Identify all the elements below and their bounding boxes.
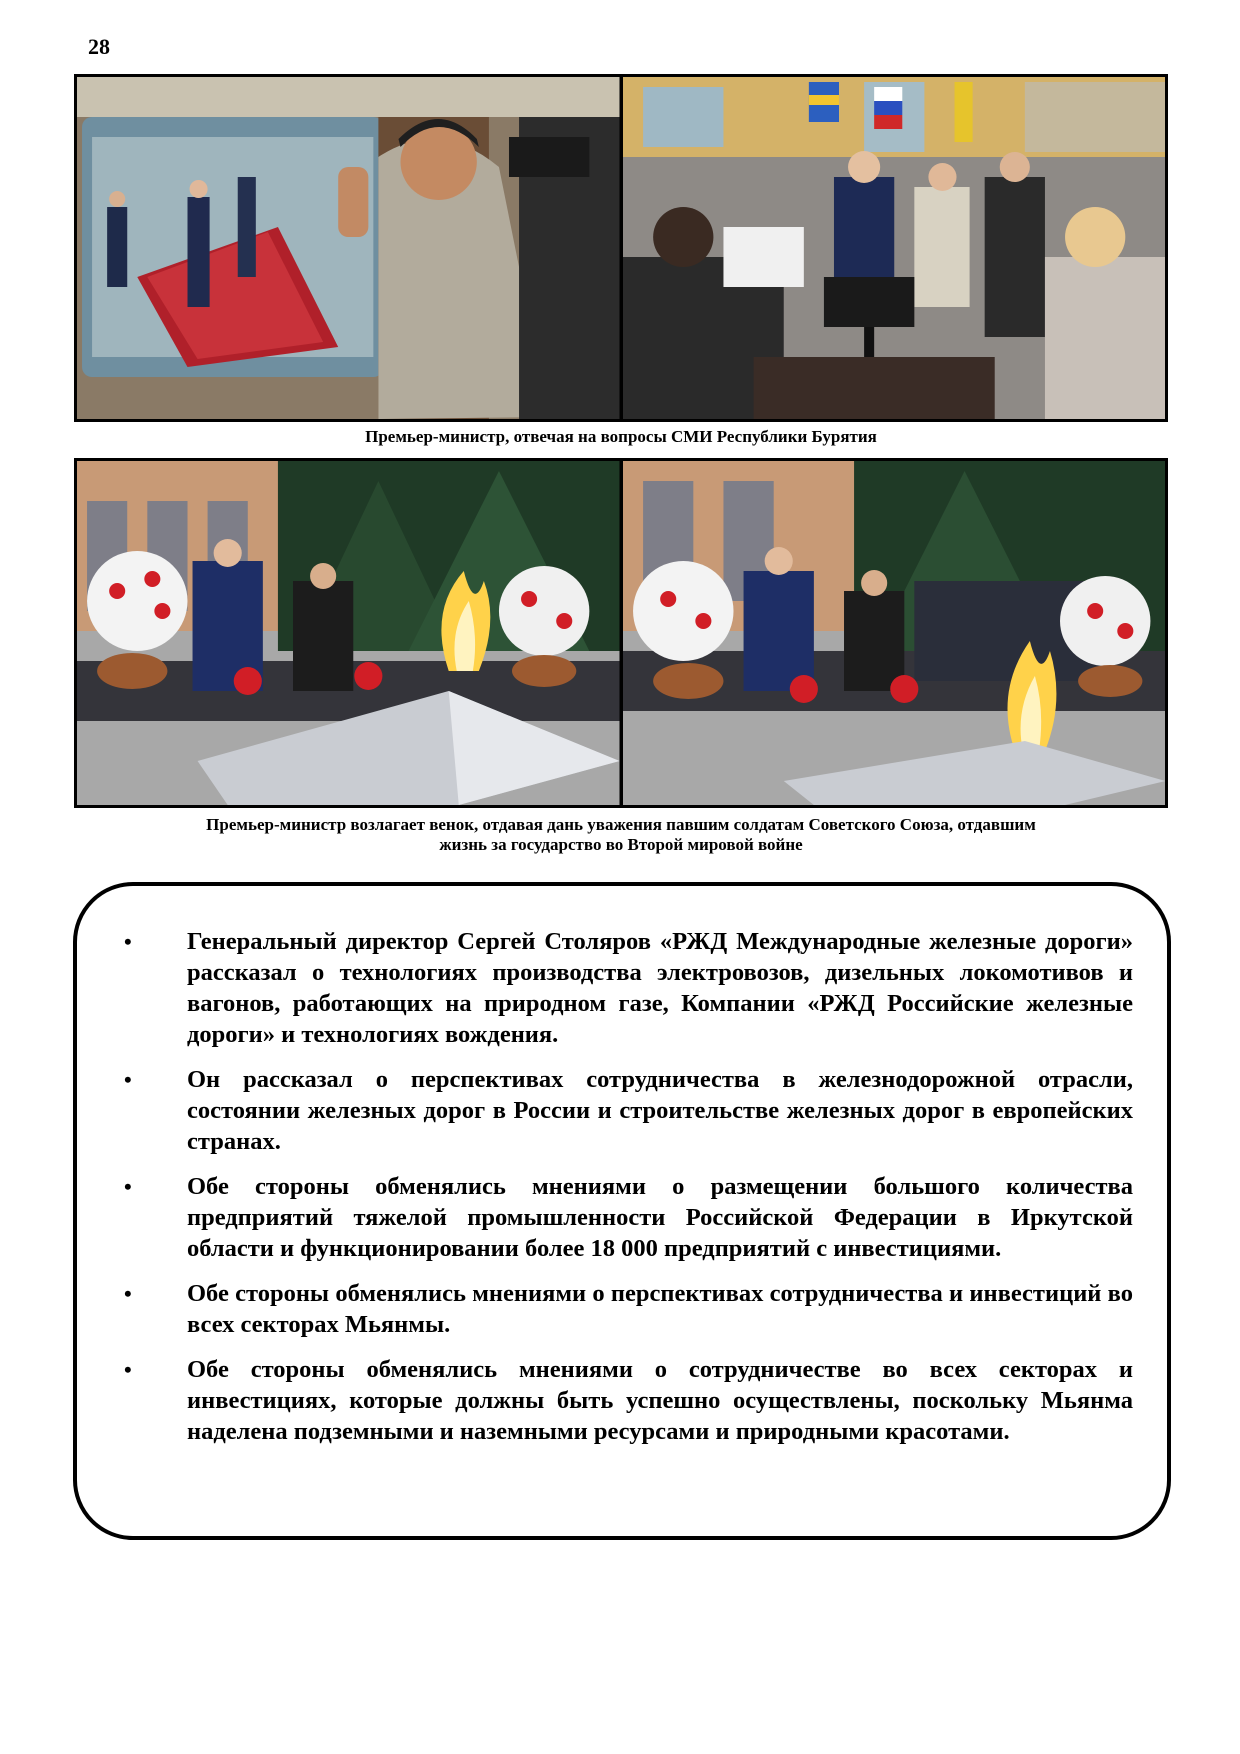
bullet-dot: •	[124, 929, 132, 954]
list-item	[107, 1171, 1133, 1264]
bullet-dot: •	[124, 1174, 132, 1199]
list-item	[107, 1278, 1133, 1340]
photo-wreath-right	[623, 461, 1166, 805]
photo-press-interview	[623, 77, 1166, 419]
caption-bottom-line1: Премьер-министр возлагает венок, отдавая дань уважения павшим солдатам Советского Союза, отдавшим	[206, 815, 1036, 834]
list-item	[107, 1064, 1133, 1157]
bullet-text: Обе стороны обменялись мнениями о размещении большого количества предприятий тяжелой промышленности Российской Федерации в Иркутской области и функционировании более 18 000 предприятий с инвестициями.	[187, 1173, 1133, 1262]
bullet-text: Обе стороны обменялись мнениями о сотрудничестве во всех секторах и инвестициях, которые должны быть успешно осуществлены, поскольку Мьянма наделена подземными и наземными ресурсами и природными красотами.	[187, 1356, 1133, 1445]
bullet-text: Генеральный директор Сергей Столяров «РЖД Международные железные дороги» рассказал о технологиях производства электровозов, дизельных локомотивов и вагонов, работающих на природном газе, Компании «РЖД Российские железные дороги» и технологиях вождения.	[187, 928, 1133, 1048]
caption-bottom	[74, 815, 1168, 855]
bullet-text: Он рассказал о перспективах сотрудничества в железнодорожной отрасли, состоянии железных дорог в России и строительстве железных дорог в европейских странах.	[187, 1066, 1133, 1155]
photo-wreath-left	[77, 461, 620, 805]
bullet-dot: •	[124, 1281, 132, 1306]
caption-bottom-line2: жизнь за государство во Второй мировой войне	[439, 835, 803, 854]
bullet-box	[73, 882, 1171, 1540]
photo-train-window	[77, 77, 620, 419]
bullet-list	[107, 926, 1133, 1461]
bullet-dot: •	[124, 1357, 132, 1382]
page-number: 28	[88, 34, 110, 59]
bullet-text: Обе стороны обменялись мнениями о перспективах сотрудничества и инвестиций во всех секторах Мьянмы.	[187, 1280, 1133, 1338]
list-item	[107, 926, 1133, 1050]
bullet-dot: •	[124, 1067, 132, 1092]
list-item	[107, 1354, 1133, 1447]
photo-row-bottom	[74, 458, 1168, 808]
caption-top: Премьер-министр, отвечая на вопросы СМИ Республики Бурятия	[365, 427, 877, 446]
photo-row-top	[74, 74, 1168, 422]
